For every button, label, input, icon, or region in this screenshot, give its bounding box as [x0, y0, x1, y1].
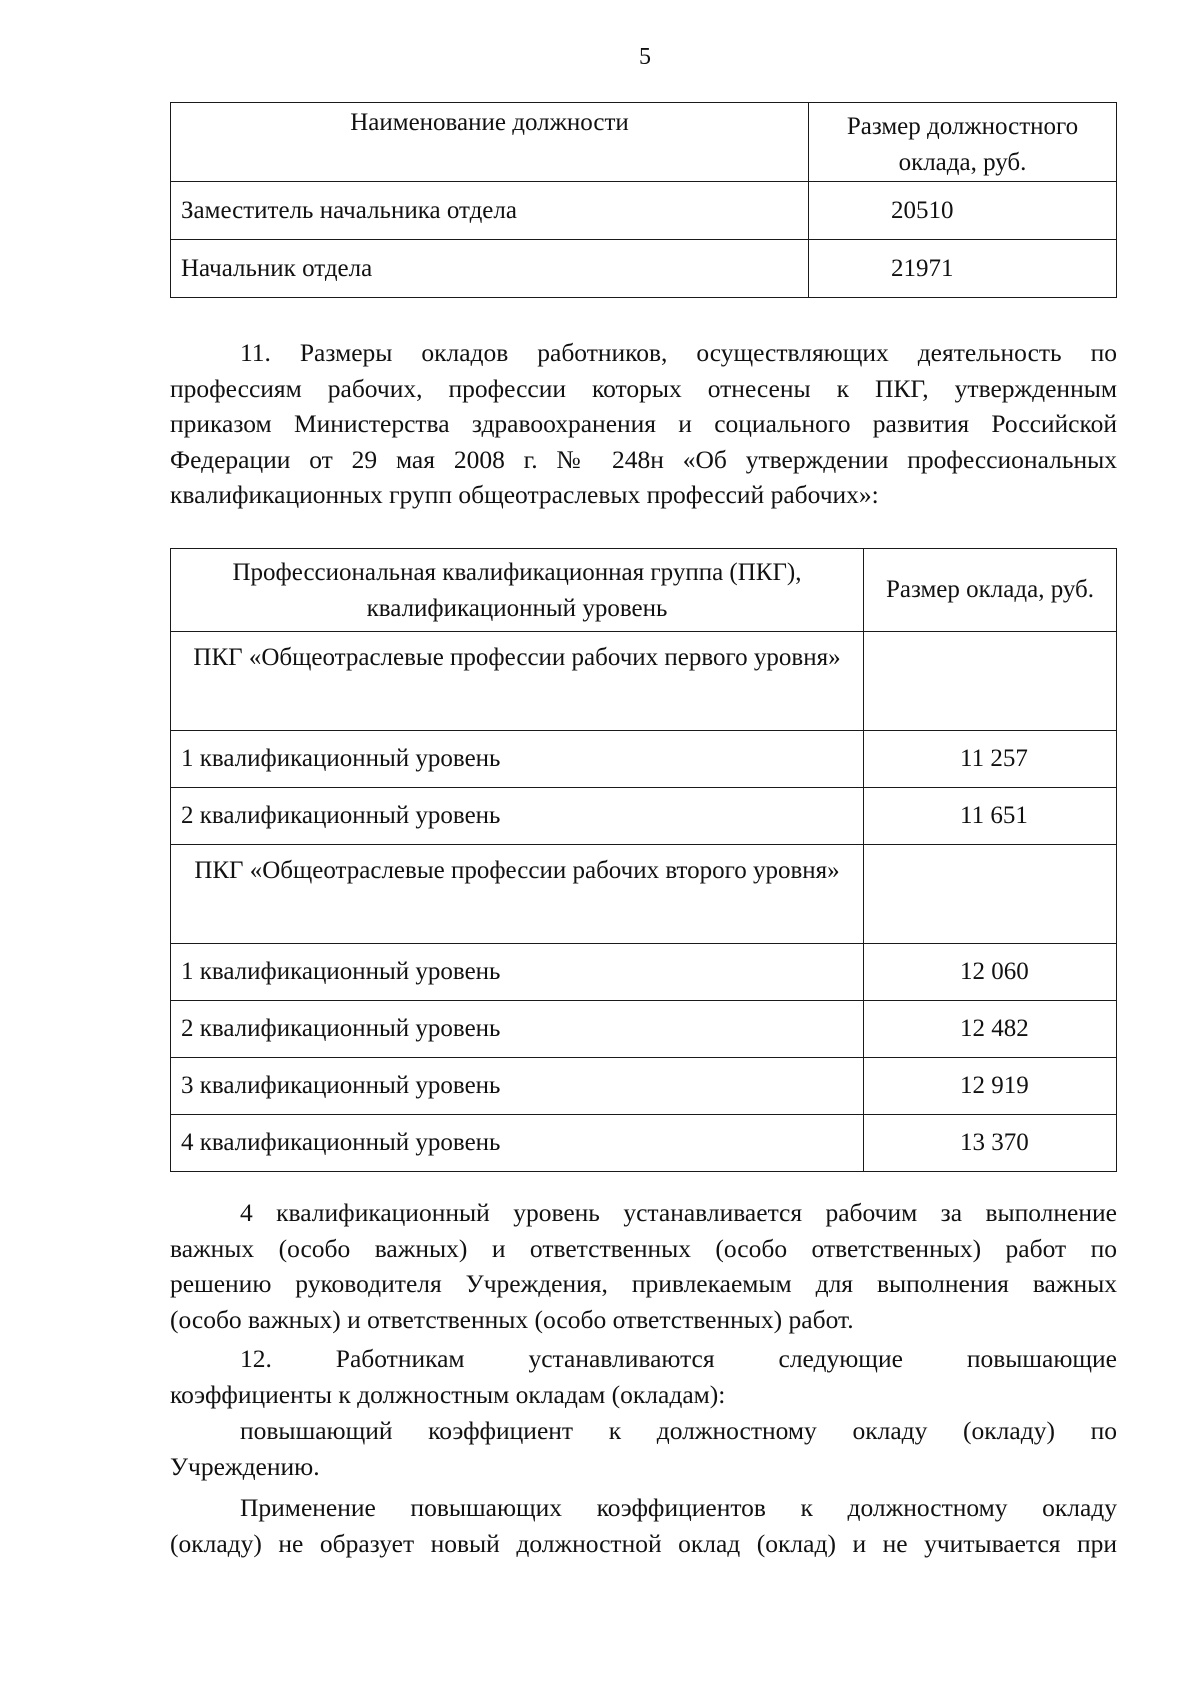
- text-line: (особо важных) и ответственных (особо ответственных) работ.: [170, 1304, 854, 1334]
- text-line: (окладу) не образует новый должностной оклад (оклад) и не учитывается при: [170, 1528, 1117, 1558]
- table-row: [171, 1058, 1117, 1115]
- salary-value: 11 257: [864, 731, 1117, 788]
- position-name: Начальник отдела: [171, 240, 809, 298]
- table-row: [171, 731, 1117, 788]
- salary-value: 12 919: [864, 1058, 1117, 1115]
- table-row: [171, 1115, 1117, 1172]
- salary-value: 21971: [809, 240, 1117, 298]
- table-row: [171, 1001, 1117, 1058]
- group-row: [171, 632, 1117, 731]
- salary-value: 11 651: [864, 788, 1117, 845]
- text-line: повышающий коэффициент к должностному окладу (окладу) по: [240, 1416, 1117, 1445]
- paragraph-application: [170, 1490, 1117, 1561]
- table-row: [171, 240, 1117, 298]
- table-row: [171, 182, 1117, 240]
- table-row: [171, 788, 1117, 845]
- salary-value: 13 370: [864, 1115, 1117, 1172]
- text-line: профессиям рабочих, профессии которых отнесены к ПКГ, утвержденным: [170, 373, 1117, 403]
- group-title: ПКГ «Общеотраслевые профессии рабочих первого уровня»: [171, 632, 864, 731]
- table-row: [171, 944, 1117, 1001]
- paragraph-coefficient: [170, 1413, 1117, 1484]
- level-name: 4 квалификационный уровень: [171, 1115, 864, 1172]
- salary-value: 12 482: [864, 1001, 1117, 1058]
- salary-value: 20510: [809, 182, 1117, 240]
- level-name: 2 квалификационный уровень: [171, 1001, 864, 1058]
- column-header-salary: Размер оклада, руб.: [864, 549, 1117, 632]
- empty-cell: [864, 632, 1117, 731]
- group-row: [171, 845, 1117, 944]
- column-header-salary: Размер должностного оклада, руб.: [809, 103, 1117, 182]
- pkg-salary-table: [170, 548, 1117, 1172]
- text-line: 11. Размеры окладов работников, осуществляющих деятельность по: [240, 338, 1117, 367]
- group-title: ПКГ «Общеотраслевые профессии рабочих второго уровня»: [171, 845, 864, 944]
- level-name: 1 квалификационный уровень: [171, 731, 864, 788]
- table-header-row: [171, 103, 1117, 182]
- page-number: 5: [639, 44, 651, 70]
- salary-value: 12 060: [864, 944, 1117, 1001]
- paragraph-12: [170, 1341, 1117, 1412]
- text-line: Применение повышающих коэффициентов к должностному окладу: [240, 1493, 1117, 1522]
- column-header-position: Наименование должности: [171, 103, 809, 182]
- level-name: 2 квалификационный уровень: [171, 788, 864, 845]
- text-line: коэффициенты к должностным окладам (окладам):: [170, 1379, 726, 1409]
- position-salary-table: [170, 102, 1117, 298]
- paragraph-level-4: [170, 1195, 1117, 1337]
- text-line: Учреждению.: [170, 1451, 320, 1481]
- text-line: 12. Работникам устанавливаются следующие повышающие: [240, 1344, 1117, 1373]
- level-name: 1 квалификационный уровень: [171, 944, 864, 1001]
- empty-cell: [864, 845, 1117, 944]
- text-line: квалификационных групп общеотраслевых профессий рабочих»:: [170, 480, 879, 509]
- table-header-row: [171, 549, 1117, 632]
- paragraph-11: [170, 335, 1117, 513]
- text-line: 4 квалификационный уровень устанавливается рабочим за выполнение: [240, 1198, 1117, 1227]
- column-header-pkg: Профессиональная квалификационная группа (ПКГ), квалификационный уровень: [171, 549, 864, 632]
- text-line: Федерации от 29 мая 2008 г. № 248н «Об утверждении профессиональных: [170, 444, 1117, 474]
- position-name: Заместитель начальника отдела: [171, 182, 809, 240]
- level-name: 3 квалификационный уровень: [171, 1058, 864, 1115]
- text-line: важных (особо важных) и ответственных (особо ответственных) работ по: [170, 1233, 1117, 1263]
- text-line: приказом Министерства здравоохранения и социального развития Российской: [170, 409, 1117, 438]
- text-line: решению руководителя Учреждения, привлекаемым для выполнения важных: [170, 1269, 1117, 1298]
